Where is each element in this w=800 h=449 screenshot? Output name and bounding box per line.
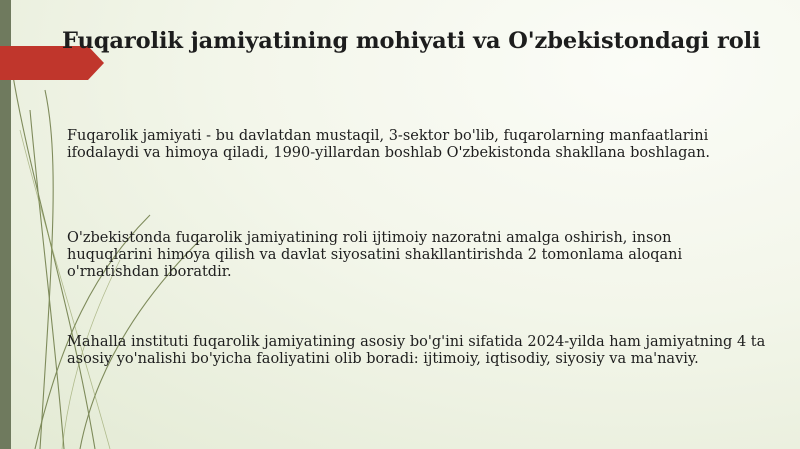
slide-title: Fuqarolik jamiyatining mohiyati va O'zbekistondagi roli: [62, 28, 761, 54]
paragraph-mahalla-institute: Mahalla instituti fuqarolik jamiyatining asosiy bo'g'ini sifatida 2024-yilda ham jamiyatning 4 ta asosiy yo'nalishi bo'yicha faoliyatini olib boradi: ijtimoiy, iqtisodiy, siyosiy va ma'naviy.: [67, 334, 766, 367]
paragraph-civil-society-definition: Fuqarolik jamiyati - bu davlatdan mustaqil, 3-sektor bo'lib, fuqarolarning manfaatlarini ifodalaydi va himoya qiladi, 1990-yillardan boshlab O'zbekistonda shakllana boshlagan.: [67, 128, 711, 161]
paragraph-role-in-uzbekistan: O'zbekistonda fuqarolik jamiyatining roli ijtimoiy nazoratni amalga oshirish, inson huquqlarini himoya qilish va davlat siyosatini shakllantirishda 2 tomonlama aloqani o'rnatishdan iboratdir.: [67, 230, 683, 280]
